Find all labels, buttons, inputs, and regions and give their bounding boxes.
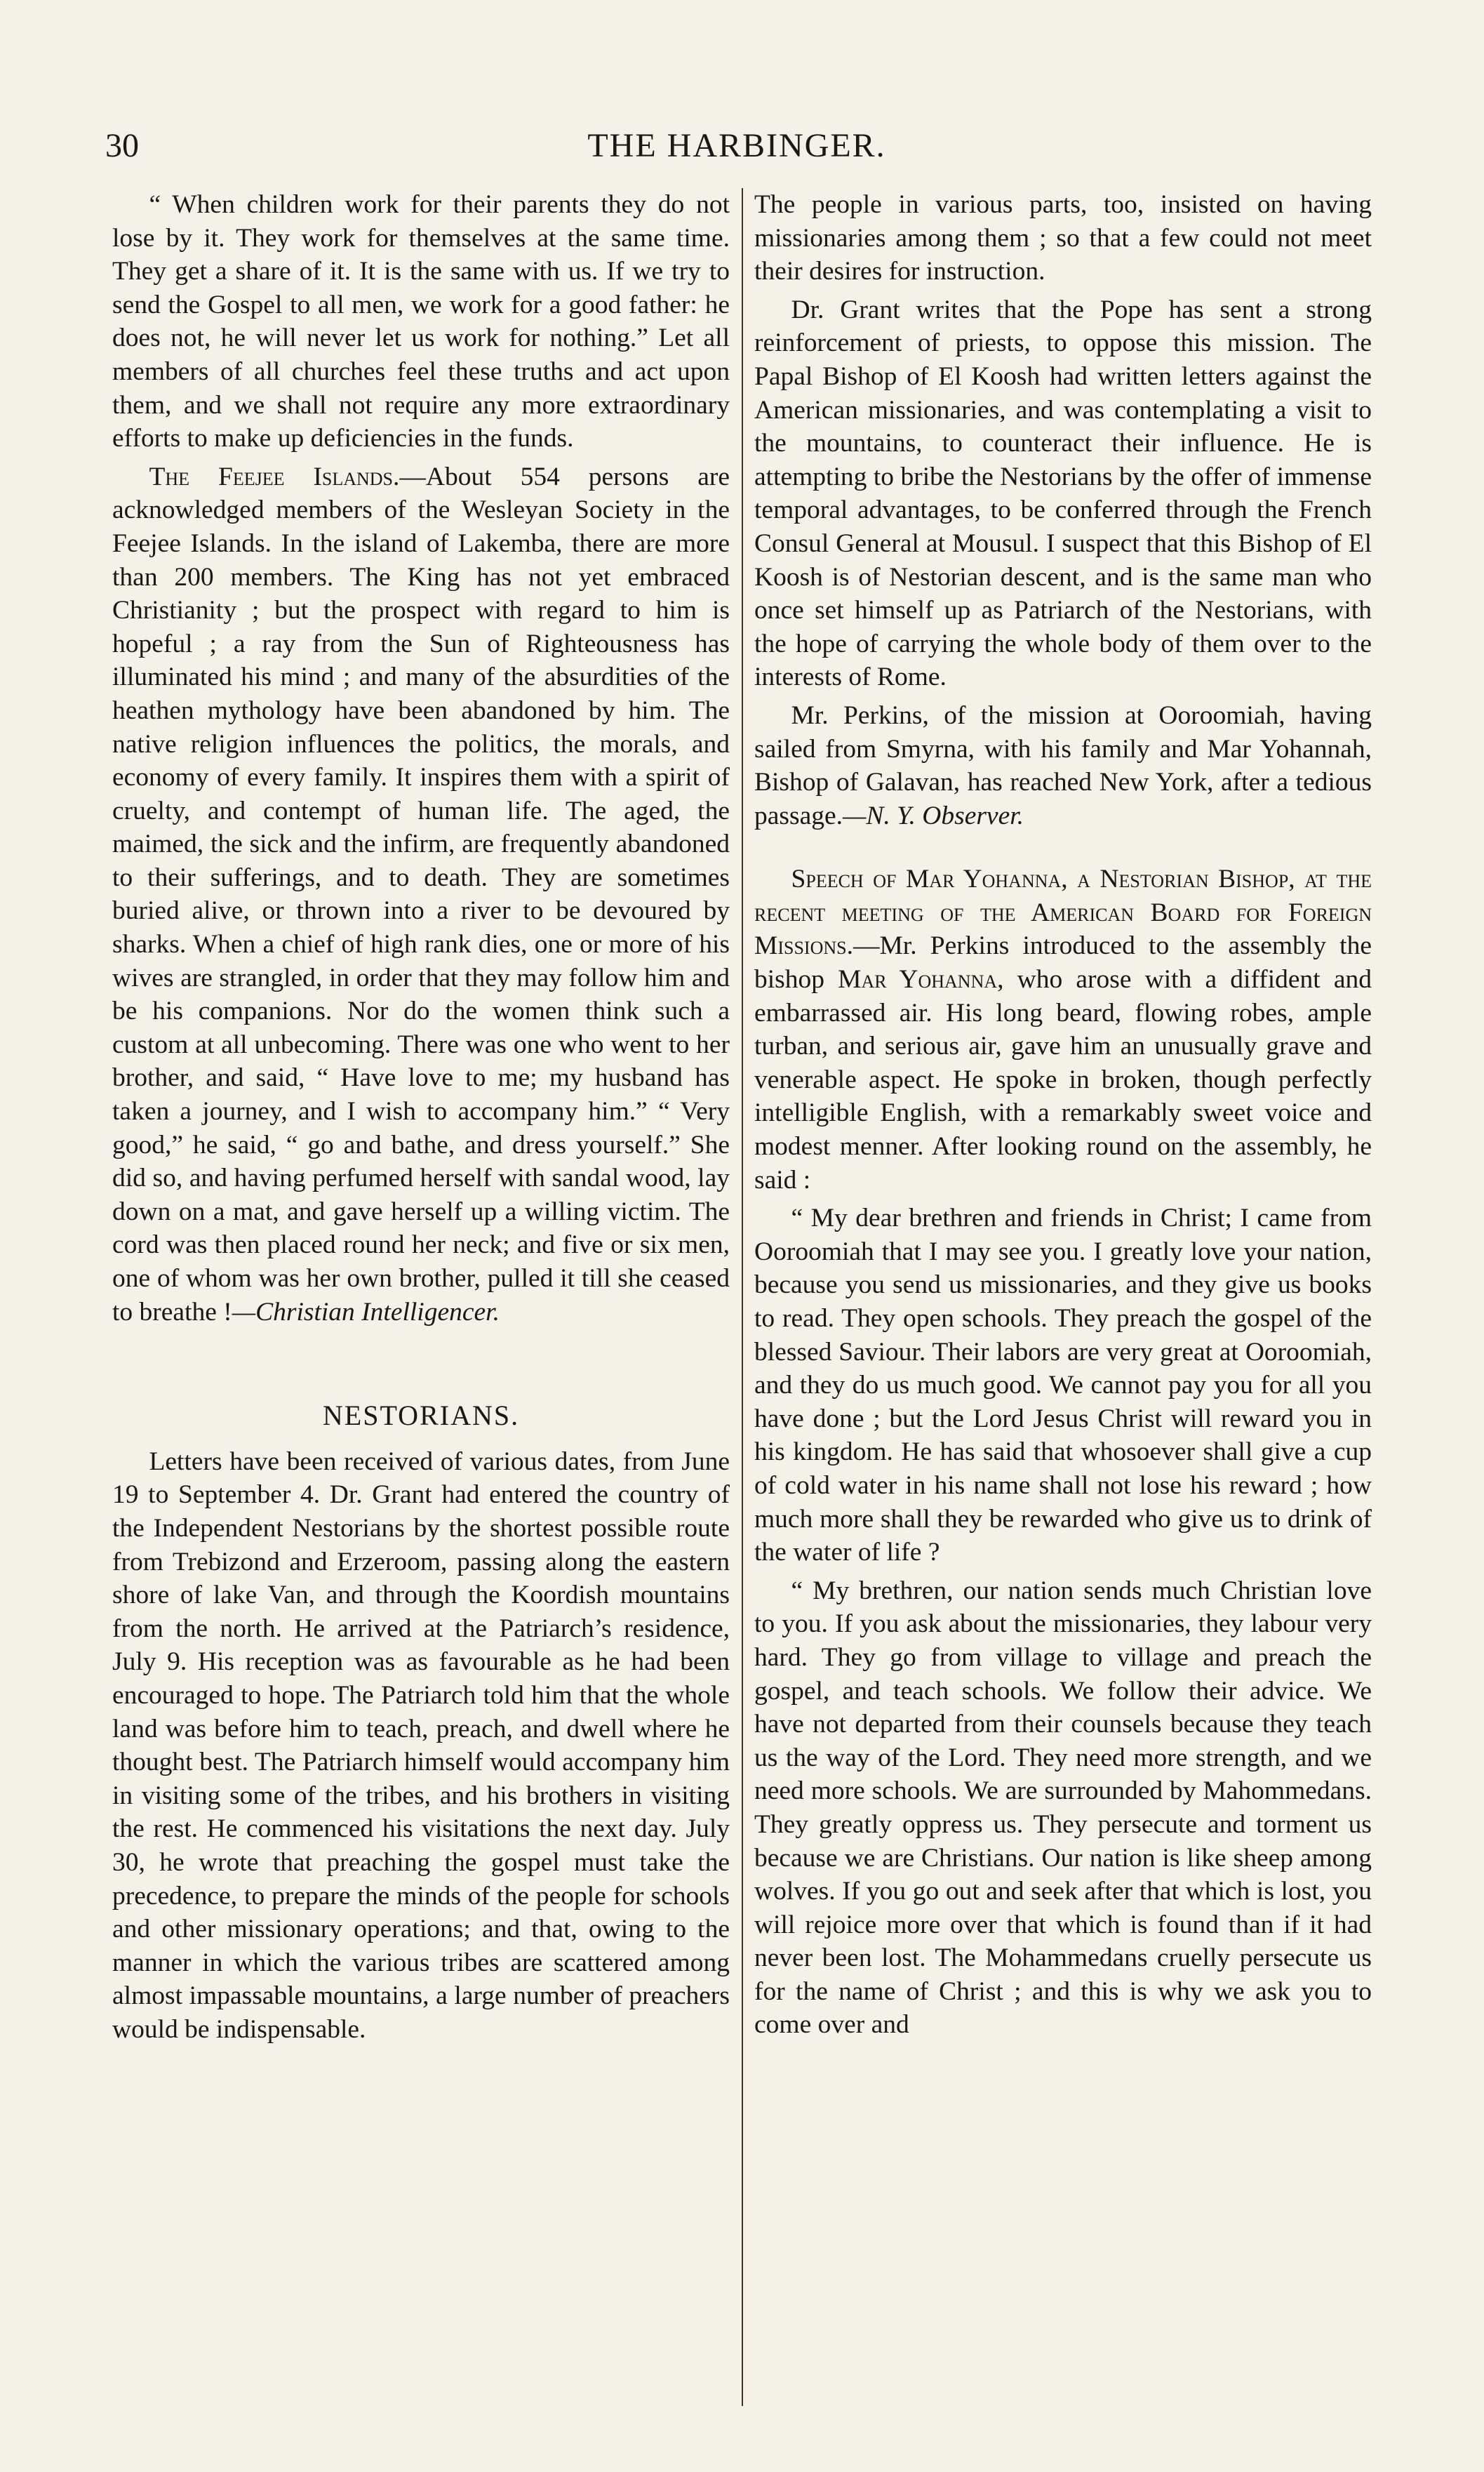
paragraph-speech-intro	[754, 863, 1372, 1197]
paragraph-speech-part-2: “ My brethren, our nation sends much Christian love to you. If you ask about the missionaries, they labour very hard. They go from village to village and preach the gospel, and teach schools. We follow their advice. We have not departed from their counsels because they teach us the way of the Lord. They need more strength, and we need more schools. We are surrounded by Mahommedans. They greatly oppress us. They persecute and torment us because we are Christians. Our nation is like sheep among wolves. If you go out and seek after that which is lost, you will rejoice more over that which is found than if it had never been lost. The Mohammedans cruelly persecute us for the name of Christ ; and this is why we ask you to come over and	[754, 1576, 1372, 2040]
running-title: THE HARBINGER.	[587, 127, 886, 164]
source-christian-intelligencer: —Christian Intelligencer.	[232, 1297, 500, 1327]
speech-heading: Speech of Mar Yohanna, a Nestorian Bishop, at the recent meeting of the American Board for Foreign Missions.	[754, 865, 1372, 961]
page-number: 30	[105, 127, 139, 164]
paragraph-letters-received: Letters have been received of various dates, from June 19 to September 4. Dr. Grant had entered the country of the Independent Nestorians by the shortest possible route from Trebizond and Erzeroom, passing along the eastern shore of lake Van, and through the Koordish mountains from the north. He arrived at the Patriarch’s residence, July 9. His reception was as favourable as he had been encouraged to hope. The Patriarch told him that the whole land was before him to teach, preach, and dwell where he thought best. The Patriarch himself would accompany him in visiting some of the tribes, and his brothers in visiting the rest. He commenced his visitations the next day. July 30, he wrote that preaching the gospel must take the precedence, to prepare the minds of the people for schools and other missionary operations; and that, owing to the manner in which the various tribes are scattered among almost impassable mountains, a large number of preachers would be indispensable.	[112, 1447, 730, 2044]
section-heading-nestorians: NESTORIANS.	[322, 1400, 520, 1432]
paragraph-perkins-arrival	[754, 699, 1372, 832]
feejee-islands-body: —About 554 persons are acknowledged members of the Wesleyan Society in the Feejee Islands. In the island of Lakemba, there are more than 200 members. The King has not yet embraced Christianity ; but the prospect with regard to him is hopeful ; a ray from the Sun of Righteousness has illuminated his mind ; and many of the absurdities of the heathen mythology have been abandoned by him. The native religion influences the politics, the morals, and economy of every family. It inspires them with a spirit of cruelty, and contempt of human life. The aged, the maimed, the sick and the infirm, are frequently abandoned to their sufferings, and to death. They are sometimes buried alive, or thrown into a river to be devoured by sharks. When a chief of high rank dies, one or more of his wives are strangled, in order that they may follow him and be his companions. Nor do the women think such a custom at all unbecoming. There was one who went to her brother, and said, “ Have love to me; my husband has taken a journey, and I wish to accompany him.” “ Very good,” he said, “ go and bathe, and dress yourself.” She did so, and having perfumed herself with sandal wood, lay down on a mat, and gave herself up a willing victim. The cord was then placed round her neck; and five or six men, one of whom was her own brother, pulled it till she ceased to breathe !	[112, 462, 730, 1327]
paragraph-speech-part-1: “ My dear brethren and friends in Christ; I came from Ooroomiah that I may see you. I greatly love your nation, because you send us missionaries, and they give us books to read. They open schools. They preach the gospel of the blessed Saviour. Their labors are very great at Ooroomiah, and they do us much good. We cannot pay you for all you have done ; but the Lord Jesus Christ will reward you in his kingdom. He has said that whosoever shall give a cup of cold water in his name shall not lose his reward ; how much more shall they be rewarded who give us to drink of the water of life ?	[754, 1204, 1372, 1567]
speech-intro-b: , who arose with a diffident and embarrassed air. His long beard, flowing robes, ample turban, and serious air, gave him an unusually grave and venerable aspect. He spoke in broken, though perfectly intelligible English, with a remarkably sweet voice and modest menner. After looking round on the assembly, he said :	[754, 965, 1372, 1195]
left-column	[112, 188, 730, 2406]
column-divider	[742, 188, 743, 2406]
paragraph-people-insisted: The people in various parts, too, insisted on having missionaries among them ; so that a few could not meet their desires for instruction.	[754, 190, 1372, 286]
page-header	[105, 126, 1368, 175]
spacer	[754, 837, 1372, 863]
feejee-islands-lead: The Feejee Islands.	[149, 462, 400, 491]
perkins-arrival-body: Mr. Perkins, of the mission at Ooroomiah, having sailed from Smyrna, with his family and Mar Yohannah, Bishop of Galavan, has reached New York, after a tedious passage.	[754, 700, 1372, 830]
paragraph-feejee-islands	[112, 460, 730, 1329]
paragraph-pope-priests: Dr. Grant writes that the Pope has sent a strong reinforcement of priests, to oppose this mission. The Papal Bishop of El Koosh had written letters against the American missionaries, and was contemplating a visit to the mountains, to counteract their influence. He is attempting to bribe the Nestorians by the offer of immense temporal advantages, to be conferred through the French Consul General at Mousul. I suspect that this Bishop of El Koosh is of Nestorian descent, and is the same man who once set himself up as Patriarch of the Nestorians, with the hope of carrying the whole body of them over to the interests of Rome.	[754, 295, 1372, 692]
speech-intro-a: —Mr. Perkins introduced to the assembly the bishop	[754, 931, 1372, 995]
paragraph-missions-funds: “ When children work for their parents they do not lose by it. They work for themselves at the same time. They get a share of it. It is the same with us. If we try to send the Gospel to all men, we work for a good father: he does not, he will never let us work for nothing.” Let all members of all churches feel these truths and act upon them, and we shall not require any more extraordinary efforts to make up deficiencies in the funds.	[112, 190, 730, 453]
right-column	[754, 188, 1372, 2406]
text-columns	[112, 188, 1375, 2406]
bishop-name: Mar Yohanna	[838, 965, 998, 995]
source-ny-observer: —N. Y. Observer.	[843, 801, 1024, 830]
